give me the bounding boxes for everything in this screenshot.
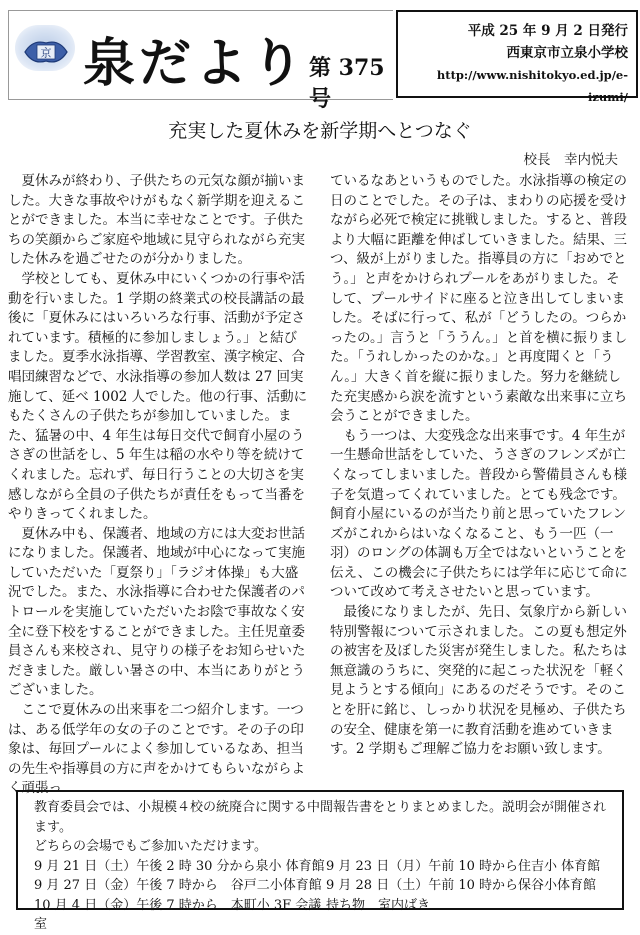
paragraph: 最後になりましたが、先日、気象庁から新しい特別警報について示されました。この夏も想定外の被害を及ぼした災害が発生しました。私たちは無意識のうちに、突発的に起こった状況を「軽く見ようとする傾向」にあるのだそうです。そのことを肝に銘じ、しっかり状況を見極め、子供たちの安全、健康を第一に教育活動を進めていきます。2 学期もご理解ご協力をお願い致します。: [330, 604, 627, 758]
session-item: 9 月 21 日（土）午後 2 時 30 分から泉小 体育館: [34, 858, 325, 874]
newsletter-name: 泉だより: [83, 33, 308, 94]
notice-box: [16, 790, 624, 932]
notice-line: 教育委員会では、小規模４校の統廃合に関する中間報告書をとりまとめました。説明会が開催されます。: [34, 800, 607, 835]
title-box: [8, 10, 393, 112]
notice-line: どちらの会場でもご参加いただけます。: [34, 839, 267, 854]
article-title: 充実した夏休みを新学期へとつなぐ: [168, 120, 472, 142]
paragraph: もう一つは、大変残念な出来事です。4 年生が一生懸命世話をしていた、うさぎのフレンズが亡くなってしまいました。普段から警備員さんも様子を気遣ってくれていました。とても残念です。飼育小屋にいるのが当たり前と思っていたフレンズがこれからはいなくなること、もう一匹（一羽）のロングの体調も万全ではないということを伝え、この機会に子供たちには学年に応じて命について改めて考えさせたいと思っています。: [330, 427, 628, 601]
session-item: 10 月 4 日（金）午後 7 時から 本町小 3F 会議室: [34, 897, 322, 932]
paragraph: 学校としても、夏休み中にいくつかの行事や活動を行いました。1 学期の終業式の校長講話の最後に「夏休みにはいろいろな行事、活動が予定されています。積極的に参加しましょう。」と結びました。夏季水泳指導、学習教室、漢字検定、合唱団練習などで、水泳指導の参加人数は 27 回実施して、延べ 1002 人でした。他の行事、活動にもたくさんの子供たちが参加していました。また、猛暑の中、4 年生は毎日交代で飼育小屋のうさぎの世話をし、5 年生は稲の水やり等を続けてくれました。忘れず、毎日行うことの大切さを実感しながら全員の子供たちが責任をもって当番をやりきってくれました。: [8, 270, 308, 523]
session-row: [34, 896, 614, 935]
issue-number: 第 375 号: [309, 55, 385, 112]
publication-info: [396, 10, 638, 104]
article-author: 校長 幸内悦夫: [523, 152, 618, 168]
article-column-right: [330, 172, 632, 760]
session-row: [34, 876, 614, 896]
session-item: 9 月 28 日（土）午前 10 時から保谷小体育館: [326, 878, 597, 893]
school-name: 西東京市立泉小学校: [506, 45, 628, 61]
paragraph: ているなあというものでした。水泳指導の検定の日のことでした。その子は、まわりの応援を受けながら必死で検定に挑戦しました。すると、普段より大幅に距離を伸ばしていきました。結果、三つ、級が上がりました。指導員の方に「おめでとう。」と声をかけられプールをあがりました。そして、プールサイドに座ると泣き出してしまいました。そばに行って、私が「どうしたの。つらかったの。」言うと「ううん。」と首を横に振りました。「うれしかったのかな。」と再度聞くと「うん。」大きく首を縦に振りました。努力を継続した充実感から涙を流すという素敵な出来事に立ち会うことができました。: [330, 173, 628, 425]
paragraph: 夏休み中も、保護者、地域の方には大変お世話になりました。保護者、地域が中心になって実施していただいた「夏祭り」「ラジオ体操」も大盛況でした。また、水泳指導に合わせた保護者のパトロールを実施していただいたお陰で事故なく安全に登下校をすることができました。主任児童委員さんも来校され、見守りの様子をお知らせいただきました。厳しい暑さの中、本当にありがとうございました。: [8, 525, 306, 699]
session-row: [34, 857, 614, 877]
school-url-link[interactable]: http://www.nishitokyo.ed.jp/e-izumi/: [436, 68, 628, 104]
paragraph: 夏休みが終わり、子供たちの元気な顔が揃いました。大きな事故やけがもなく新学期を迎えることができました。本当に幸せなことです。子供たちの笑顔からご家庭や地域に見守られながら充実した休みを過ごせたのが分かりました。: [8, 173, 305, 268]
publish-date: 平成 25 年 9 月 2 日発行: [467, 23, 628, 39]
school-emblem-icon: [23, 37, 69, 67]
session-item: 9 月 27 日（金）午後 7 時から 谷戸二小体育館: [34, 878, 322, 893]
masthead: [4, 4, 636, 112]
article-column-left: [8, 172, 308, 799]
session-item: 持ち物 室内ばき: [326, 897, 431, 913]
paragraph: ここで夏休みの出来事を二つ紹介します。一つは、ある低学年の女の子のことです。その子の印象は、毎回プールによく参加しているなあ、担当の先生や指導員の方に声をかけてもらいながらよく頑張っ: [8, 702, 305, 797]
svg-text:京: 京: [40, 46, 52, 60]
session-item: 9 月 23 日（月）午前 10 時から住吉小 体育館: [326, 858, 601, 874]
